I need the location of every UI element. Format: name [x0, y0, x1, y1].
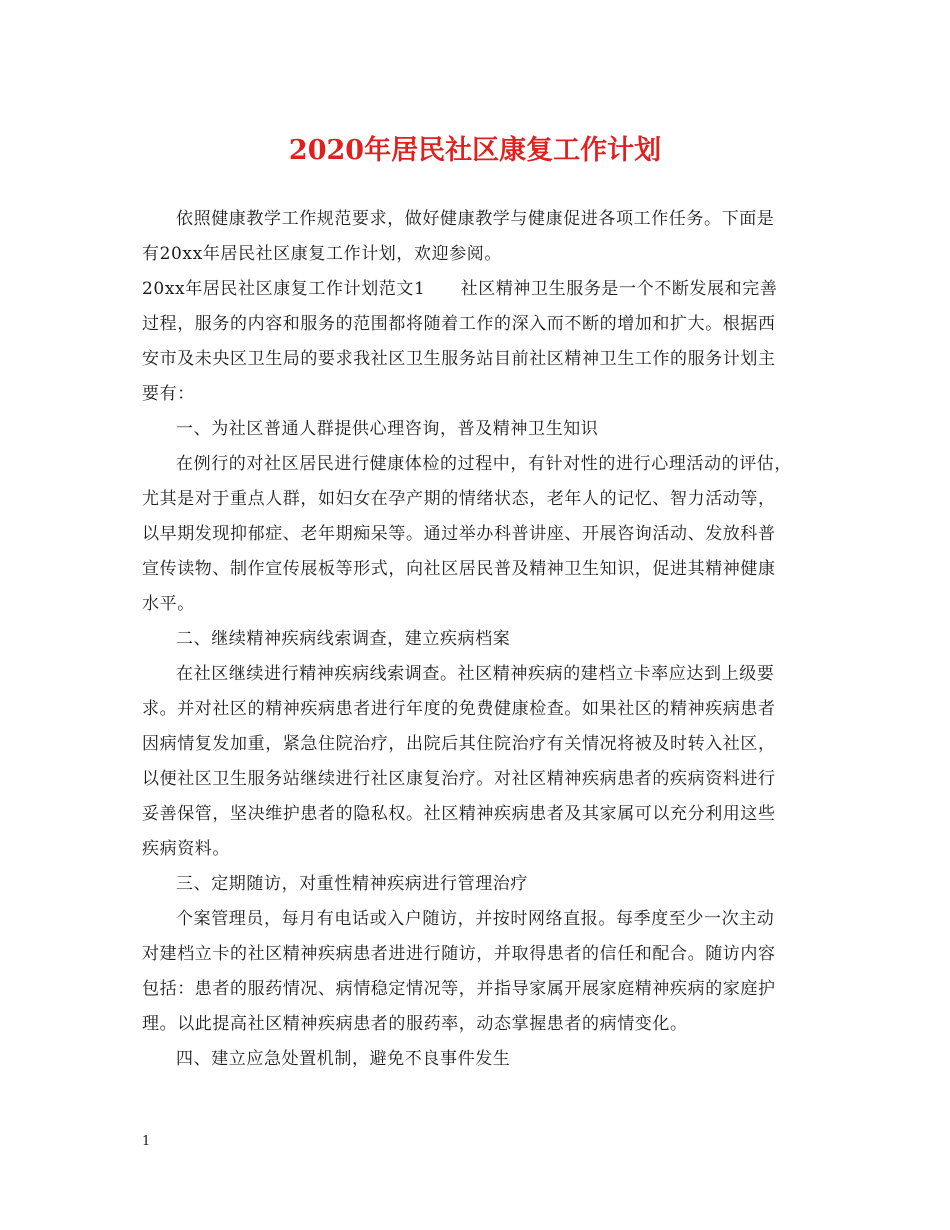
section-heading: 四、建立应急处置机制，避免不良事件发生: [176, 1049, 511, 1069]
document-title: 2020年居民社区康复工作计划: [288, 135, 662, 166]
paragraph-line: 有20xx年居民社区康复工作计划，欢迎参阅。: [142, 244, 503, 264]
paragraph-line: 依照健康教学工作规范要求，做好健康教学与健康促进各项工作任务。下面是: [176, 209, 775, 229]
paragraph-line: 水平。: [142, 594, 195, 614]
paragraph-line: 个案管理员，每月有电话或入户随访，并按时网络直报。每季度至少一次主动: [176, 909, 775, 929]
section-heading: 二、继续精神疾病线索调查，建立疾病档案: [176, 629, 511, 649]
paragraph-line: 安市及未央区卫生局的要求我社区卫生服务站目前社区精神卫生工作的服务计划主: [142, 349, 776, 369]
paragraph-line: 包括：患者的服药情况、病情稳定情况等，并指导家属开展家庭精神疾病的家庭护: [142, 979, 776, 999]
paragraph-line: 要有：: [142, 384, 195, 404]
section-heading: 三、定期随访，对重性精神疾病进行管理治疗: [176, 874, 528, 894]
paragraph-line: 过程，服务的内容和服务的范围都将随着工作的深入而不断的增加和扩大。根据西: [142, 314, 776, 334]
paragraph-line: 尤其是对于重点人群，如妇女在孕产期的情绪状态，老年人的记忆、智力活动等，: [142, 489, 776, 509]
paragraph-line: 在社区继续进行精神疾病线索调查。社区精神疾病的建档立卡率应达到上级要: [176, 664, 775, 684]
paragraph-line: 妥善保管，坚决维护患者的隐私权。社区精神疾病患者及其家属可以充分利用这些: [142, 804, 776, 824]
section-heading: 一、为社区普通人群提供心理咨询，普及精神卫生知识: [176, 419, 599, 439]
paragraph-line: 理。以此提高社区精神疾病患者的服药率，动态掌握患者的病情变化。: [142, 1014, 688, 1034]
paragraph-line: 在例行的对社区居民进行健康体检的过程中，有针对性的进行心理活动的评估，: [176, 454, 792, 474]
page-number: 1: [142, 1134, 151, 1149]
paragraph-line: 宣传读物、制作宣传展板等形式，向社区居民普及精神卫生知识，促进其精神健康: [142, 559, 776, 579]
paragraph-line: 求。并对社区的精神疾病患者进行年度的免费健康检查。如果社区的精神疾病患者: [142, 699, 776, 719]
paragraph-line: 对建档立卡的社区精神疾病患者进进行随访，并取得患者的信任和配合。随访内容: [142, 944, 776, 964]
paragraph-line: 因病情复发加重，紧急住院治疗，出院后其住院治疗有关情况将被及时转入社区，: [142, 734, 776, 754]
paragraph-line: 疾病资料。: [142, 839, 230, 859]
paragraph-line: 20xx年居民社区康复工作计划范文1 社区精神卫生服务是一个不断发展和完善: [142, 279, 778, 299]
paragraph-line: 以早期发现抑郁症、老年期痴呆等。通过举办科普讲座、开展咨询活动、发放科普: [142, 524, 776, 544]
paragraph-line: 以便社区卫生服务站继续进行社区康复治疗。对社区精神疾病患者的疾病资料进行: [142, 769, 776, 789]
document-body: [142, 202, 832, 1077]
